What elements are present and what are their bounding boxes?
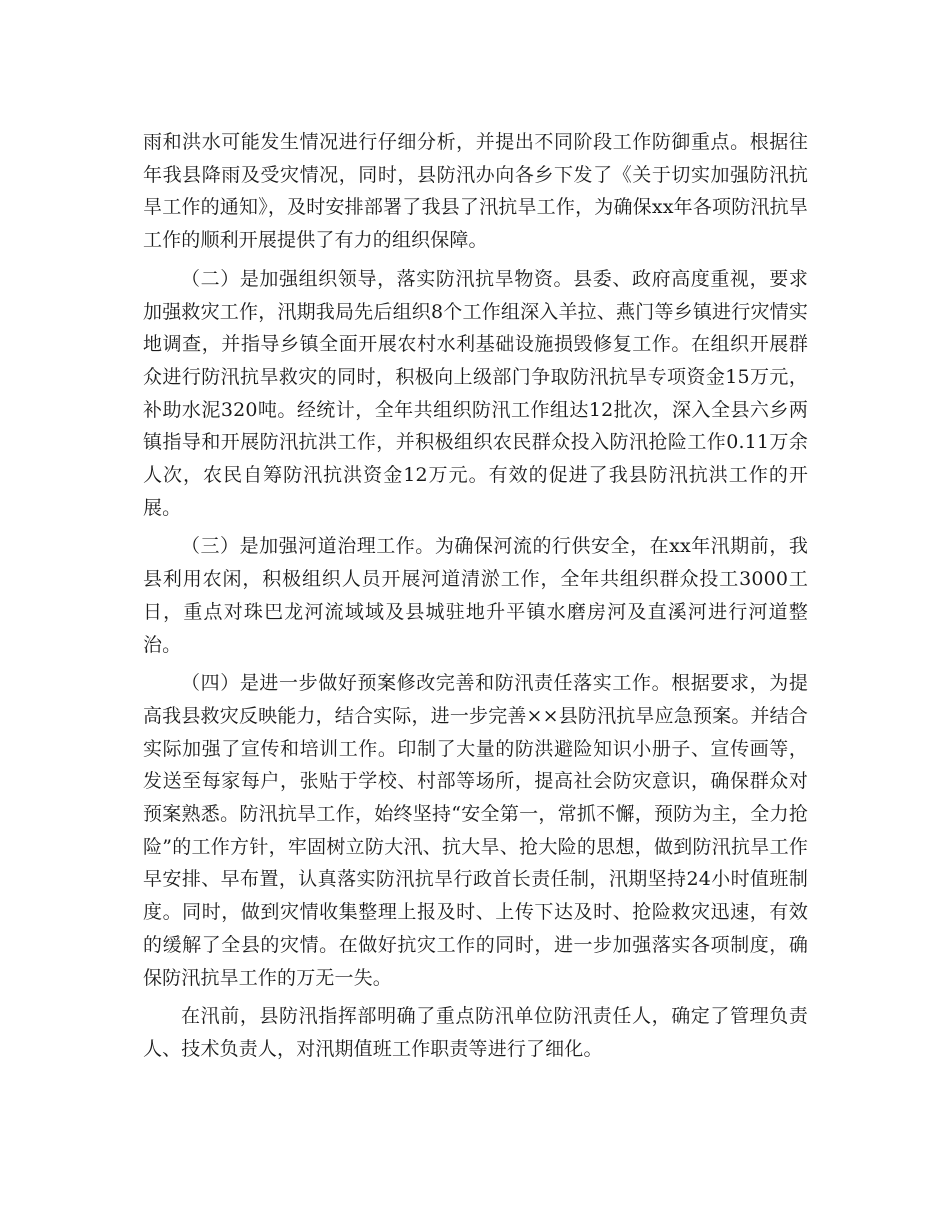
- paragraph-section-2: （二）是加强组织领导，落实防汛抗旱物资。县委、政府高度重视，要求加强救灾工作，汛期我局先后组织8个工作组深入羊拉、燕门等乡镇进行灾情实地调查，并指导乡镇全面开展农村水利基础设施损毁修复工作。在组织开展群众进行防汛抗旱救灾的同时，积极向上级部门争取防汛抗旱专项资金15万元，补助水泥320吨。经统计，全年共组织防汛工作组达12批次，深入全县六乡两镇指导和开展防汛抗洪工作，并积极组织农民群众投入防汛抢险工作0.11万余人次，农民自筹防汛抗洪资金12万元。有效的促进了我县防汛抗洪工作的开展。: [143, 267, 808, 519]
- paragraph-section-4: （四）是进一步做好预案修改完善和防汛责任落实工作。根据要求，为提高我县救灾反映能力，结合实际，进一步完善××县防汛抗旱应急预案。并结合实际加强了宣传和培训工作。印制了大量的防洪避险知识小册子、宣传画等，发送至每家每户，张贴于学校、村部等场所，提高社会防灾意识，确保群众对预案熟悉。防汛抗旱工作，始终坚持“安全第一，常抓不懈，预防为主，全力抢险”的工作方针，牢固树立防大汛、抗大旱、抢大险的思想，做到防汛抗旱工作早安排、早布置，认真落实防汛抗旱行政首长责任制，汛期坚持24小时值班制度。同时，做到灾情收集整理上报及时、上传下达及时、抢险救灾迅速，有效的缓解了全县的灾情。在做好抗灾工作的同时，进一步加强落实各项制度，确保防汛抗旱工作的万无一失。: [143, 672, 808, 989]
- paragraph-continuation: 雨和洪水可能发生情况进行仔细分析，并提出不同阶段工作防御重点。根据往年我县降雨及受灾情况，同时，县防汛办向各乡下发了《关于切实加强防汛抗旱工作的通知》，及时安排部署了我县了汛抗旱工作，为确保xx年各项防汛抗旱工作的顺利开展提供了有力的组织保障。: [143, 131, 808, 252]
- document-body: [143, 126, 808, 1072]
- paragraph-section-3: （三）是加强河道治理工作。为确保河流的行供安全，在xx年汛期前，我县利用农闲，积极组织人员开展河道清淤工作，全年共组织群众投工3000工日，重点对珠巴龙河流域域及县城驻地升平镇水磨房河及直溪河进行河道整治。: [143, 535, 808, 656]
- paragraph-pre-flood: 在汛前，县防汛指挥部明确了重点防汛单位防汛责任人，确定了管理负责人、技术负责人，对汛期值班工作职责等进行了细化。: [143, 1005, 808, 1060]
